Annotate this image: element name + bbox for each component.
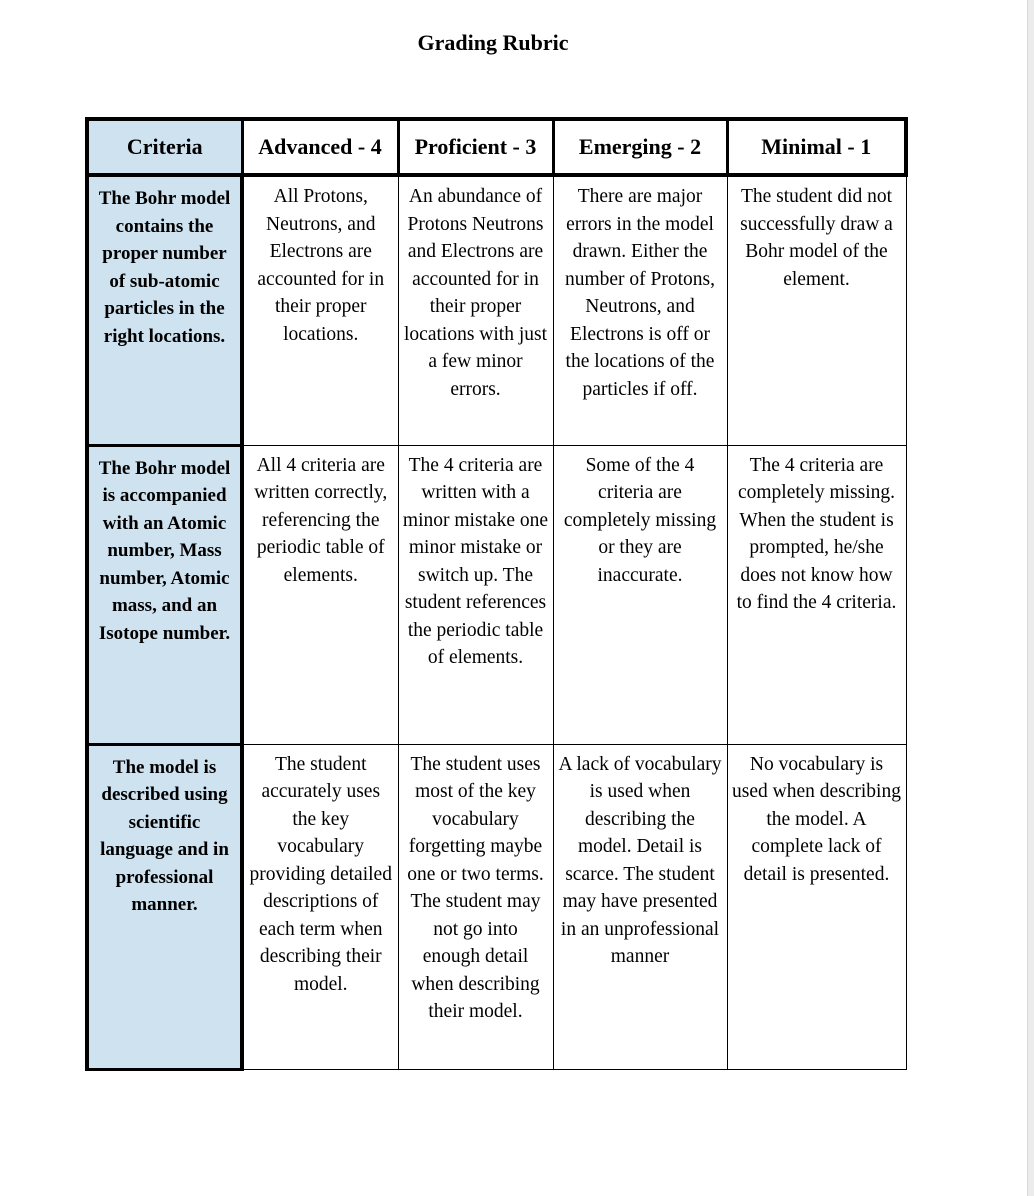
proficient-cell: An abundance of Protons Neutrons and Electrons are accounted for in their proper locations with just a few minor errors. (398, 175, 553, 445)
header-minimal: Minimal - 1 (727, 119, 906, 175)
rubric-table (85, 117, 908, 1071)
table-row (87, 445, 906, 744)
minimal-cell: The 4 criteria are completely missing. When the student is prompted, he/she does not know how to find the 4 criteria. (727, 445, 906, 744)
emerging-cell: A lack of vocabulary is used when describing the model. Detail is scarce. The student may have presented in an unprofessional manner (553, 744, 727, 1069)
proficient-cell: The 4 criteria are written with a minor mistake one minor mistake or switch up. The student references the periodic table of elements. (398, 445, 553, 744)
criteria-cell: The Bohr model is accompanied with an Atomic number, Mass number, Atomic mass, and an Isotope number. (87, 445, 242, 744)
criteria-cell: The model is described using scientific language and in professional manner. (87, 744, 242, 1069)
table-row (87, 744, 906, 1069)
header-proficient: Proficient - 3 (398, 119, 553, 175)
advanced-cell: All 4 criteria are written correctly, referencing the periodic table of elements. (242, 445, 398, 744)
header-advanced: Advanced - 4 (242, 119, 398, 175)
window-scroll-gutter (1027, 0, 1034, 1196)
document-title: Grading Rubric (417, 30, 569, 55)
advanced-cell: All Protons, Neutrons, and Electrons are accounted for in their proper locations. (242, 175, 398, 445)
minimal-cell: No vocabulary is used when describing the model. A complete lack of detail is presented. (727, 744, 906, 1069)
rubric-header-row (87, 119, 906, 175)
header-criteria: Criteria (87, 119, 242, 175)
criteria-cell: The Bohr model contains the proper number of sub-atomic particles in the right locations. (87, 175, 242, 445)
advanced-cell: The student accurately uses the key vocabulary providing detailed descriptions of each term when describing their model. (242, 744, 398, 1069)
proficient-cell: The student uses most of the key vocabulary forgetting maybe one or two terms. The student may not go into enough detail when describing their model. (398, 744, 553, 1069)
header-emerging: Emerging - 2 (553, 119, 727, 175)
table-row (87, 175, 906, 445)
minimal-cell: The student did not successfully draw a Bohr model of the element. (727, 175, 906, 445)
emerging-cell: Some of the 4 criteria are completely missing or they are inaccurate. (553, 445, 727, 744)
emerging-cell: There are major errors in the model drawn. Either the number of Protons, Neutrons, and Electrons is off or the locations of the particles if off. (553, 175, 727, 445)
